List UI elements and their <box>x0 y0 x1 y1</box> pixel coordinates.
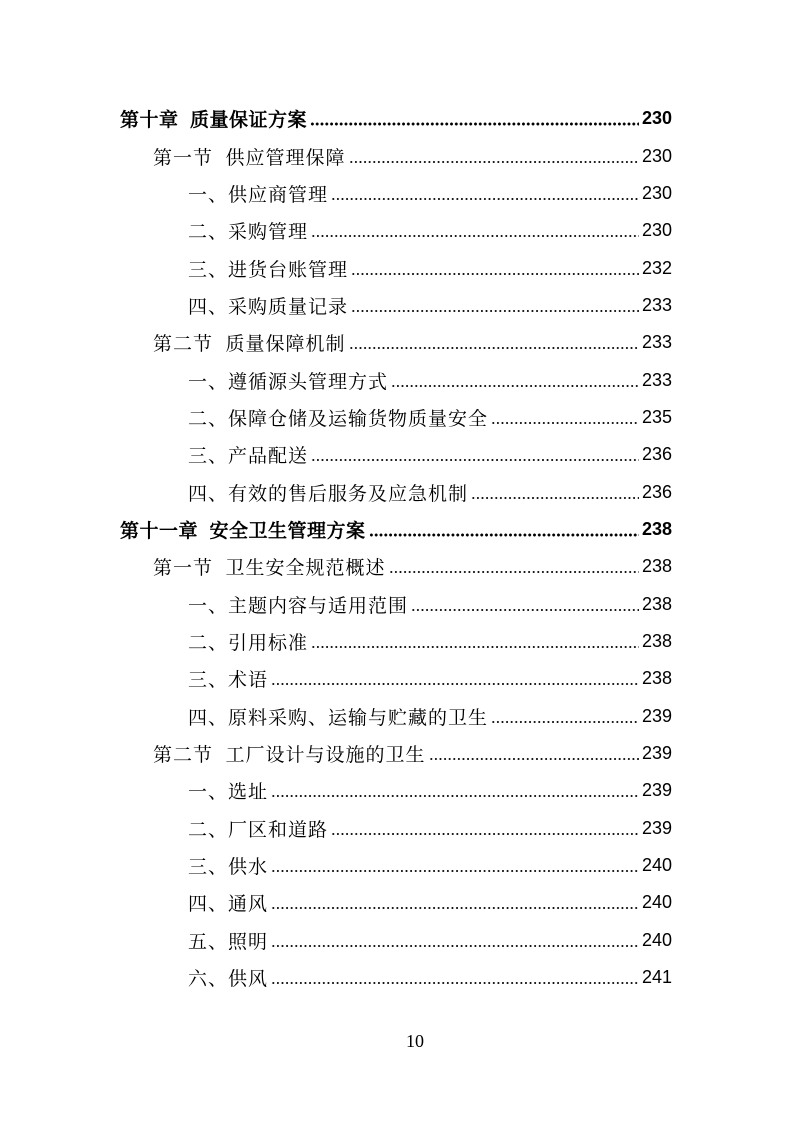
toc-entry-page: 238 <box>641 556 672 577</box>
toc-entry-label: 一、供应商管理 <box>188 184 329 206</box>
dot-leader <box>369 533 639 537</box>
toc-entry-page: 238 <box>641 630 672 651</box>
toc-item-entry <box>0 922 793 959</box>
dot-leader <box>411 608 639 612</box>
toc-entry-page: 230 <box>641 108 672 129</box>
toc-item-entry <box>0 698 793 735</box>
toc-entry-page: 239 <box>641 780 672 801</box>
toc-item-entry <box>0 399 793 436</box>
dot-leader <box>349 346 639 350</box>
toc-entry-page: 232 <box>641 257 672 278</box>
toc-entry-page: 233 <box>641 332 672 353</box>
toc-entry-page: 233 <box>641 294 672 315</box>
table-of-contents <box>0 100 793 996</box>
toc-item-entry <box>0 287 793 324</box>
toc-entry-label: 第十章 质量保证方案 <box>120 110 308 132</box>
toc-entry-page: 239 <box>641 743 672 764</box>
toc-entry-page: 238 <box>641 518 672 539</box>
toc-section-entry <box>0 735 793 772</box>
dot-leader <box>471 496 639 500</box>
dot-leader <box>391 384 639 388</box>
dot-leader <box>491 421 639 425</box>
dot-leader <box>429 757 639 761</box>
toc-entry-label: 二、采购管理 <box>188 222 309 244</box>
toc-entry-page: 239 <box>641 705 672 726</box>
toc-entry-label: 三、供水 <box>188 857 269 879</box>
toc-entry-label: 三、产品配送 <box>188 446 309 468</box>
toc-item-entry <box>0 361 793 398</box>
toc-entry-label: 四、采购质量记录 <box>188 296 349 318</box>
toc-section-entry <box>0 137 793 174</box>
toc-chapter-entry <box>0 511 793 548</box>
toc-item-entry <box>0 959 793 996</box>
toc-entry-label: 一、遵循源头管理方式 <box>188 371 389 393</box>
toc-entry-label: 第一节 卫生安全规范概述 <box>153 558 386 580</box>
dot-leader <box>271 794 639 798</box>
toc-entry-label: 第二节 工厂设计与设施的卫生 <box>153 745 426 767</box>
toc-entry-label: 第二节 质量保障机制 <box>153 334 346 356</box>
toc-entry-page: 236 <box>641 444 672 465</box>
page-number: 10 <box>406 1031 424 1051</box>
toc-entry-label: 二、保障仓储及运输货物质量安全 <box>188 408 489 430</box>
toc-entry-page: 240 <box>641 855 672 876</box>
toc-entry-page: 230 <box>641 220 672 241</box>
toc-item-entry <box>0 884 793 921</box>
toc-entry-label: 二、引用标准 <box>188 632 309 654</box>
toc-entry-page: 235 <box>641 406 672 427</box>
toc-entry-label: 三、进货台账管理 <box>188 259 349 281</box>
dot-leader <box>271 682 639 686</box>
toc-section-entry <box>0 324 793 361</box>
toc-entry-page: 240 <box>641 892 672 913</box>
toc-item-entry <box>0 772 793 809</box>
toc-item-entry <box>0 473 793 510</box>
toc-entry-label: 一、主题内容与适用范围 <box>188 595 409 617</box>
toc-entry-label: 三、术语 <box>188 670 269 692</box>
toc-item-entry <box>0 847 793 884</box>
toc-entry-page: 238 <box>641 593 672 614</box>
toc-section-entry <box>0 548 793 585</box>
dot-leader <box>389 570 639 574</box>
toc-entry-page: 230 <box>641 145 672 166</box>
toc-entry-label: 四、原料采购、运输与贮藏的卫生 <box>188 707 489 729</box>
toc-entry-label: 四、通风 <box>188 894 269 916</box>
toc-entry-page: 241 <box>641 967 672 988</box>
dot-leader <box>311 645 639 649</box>
toc-item-entry <box>0 436 793 473</box>
toc-chapter-entry <box>0 100 793 137</box>
dot-leader <box>311 458 639 462</box>
toc-entry-label: 五、照明 <box>188 931 269 953</box>
toc-entry-label: 第一节 供应管理保障 <box>153 147 346 169</box>
dot-leader <box>271 981 639 985</box>
toc-item-entry <box>0 249 793 286</box>
toc-entry-label: 二、厂区和道路 <box>188 819 329 841</box>
dot-leader <box>351 272 639 276</box>
toc-entry-label: 四、有效的售后服务及应急机制 <box>188 483 469 505</box>
toc-item-entry <box>0 212 793 249</box>
toc-entry-label: 第十一章 安全卫生管理方案 <box>120 520 366 542</box>
dot-leader <box>271 944 639 948</box>
dot-leader <box>349 160 639 164</box>
dot-leader <box>271 869 639 873</box>
dot-leader <box>311 234 639 238</box>
toc-entry-page: 239 <box>641 817 672 838</box>
dot-leader <box>491 720 639 724</box>
dot-leader <box>331 197 639 201</box>
dot-leader <box>331 832 639 836</box>
dot-leader <box>271 906 639 910</box>
toc-item-entry <box>0 623 793 660</box>
toc-entry-page: 233 <box>641 369 672 390</box>
toc-item-entry <box>0 175 793 212</box>
toc-entry-label: 一、选址 <box>188 782 269 804</box>
dot-leader <box>351 309 639 313</box>
toc-entry-page: 236 <box>641 481 672 502</box>
toc-entry-page: 240 <box>641 929 672 950</box>
dot-leader <box>310 122 639 126</box>
toc-item-entry <box>0 585 793 622</box>
toc-item-entry <box>0 660 793 697</box>
toc-item-entry <box>0 810 793 847</box>
toc-entry-page: 238 <box>641 668 672 689</box>
toc-entry-page: 230 <box>641 182 672 203</box>
toc-entry-label: 六、供风 <box>188 969 269 991</box>
